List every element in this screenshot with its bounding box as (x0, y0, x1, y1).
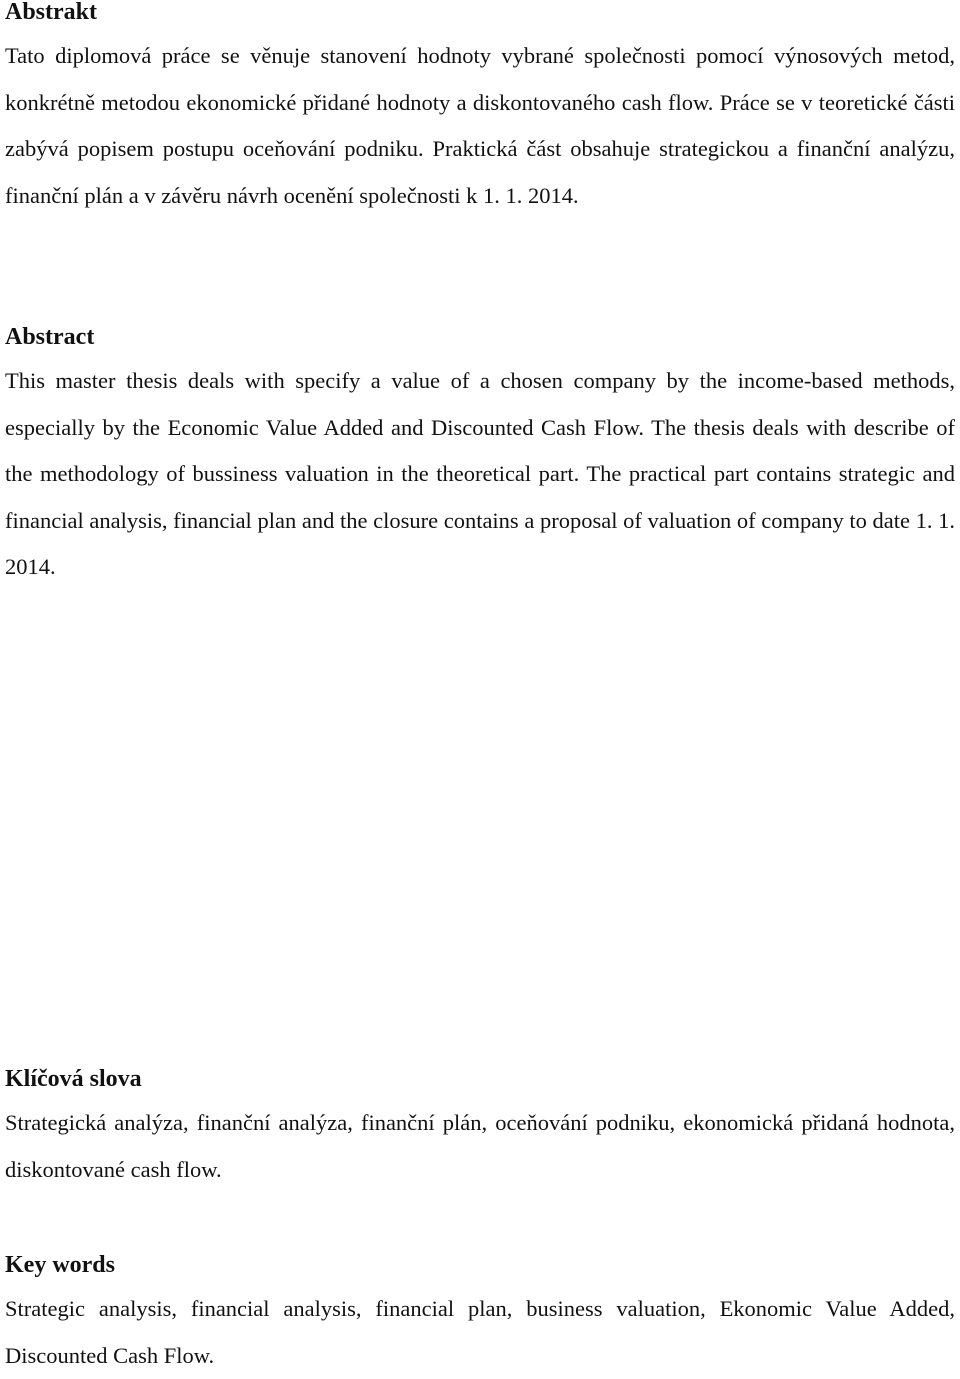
abstract-text: This master thesis deals with specify a value of a chosen company by the income-based methods, especially by the Economic Value Added and Discounted Cash Flow. The thesis deals with describe of the methodology of bussiness valuation in the theoretical part. The practical part contains strategic and financial analysis, financial plan and the closure contains a proposal of valuation of company to date 1. 1. 2014. (5, 368, 955, 580)
abstrakt-text: Tato diplomová práce se věnuje stanovení hodnoty vybrané společnosti pomocí výnosových metod, konkrétně metodou ekonomické přidané hodnoty a diskontovaného cash flow. Práce se v teoretické části zabývá popisem postupu oceňování podniku. Praktická část obsahuje strategickou a finanční analýzu, finanční plán a v závěru návrh ocenění společnosti k 1. 1. 2014. (5, 43, 955, 208)
key-words-heading: Key words (5, 1252, 115, 1278)
key-words-text: Strategic analysis, financial analysis, financial plan, business valuation, Ekonomic Value Added, Discounted Cash Flow. (5, 1296, 955, 1368)
abstrakt-section (5, 0, 955, 219)
abstrakt-heading: Abstrakt (5, 0, 98, 25)
abstract-heading: Abstract (5, 324, 95, 350)
klicova-slova-heading: Klíčová slova (5, 1066, 142, 1092)
key-words-section (5, 1253, 955, 1379)
klicova-slova-text: Strategická analýza, finanční analýza, finanční plán, oceňování podniku, ekonomická přidaná hodnota, diskontované cash flow. (5, 1110, 955, 1182)
abstract-section (5, 325, 955, 591)
klicova-slova-section (5, 1067, 955, 1193)
